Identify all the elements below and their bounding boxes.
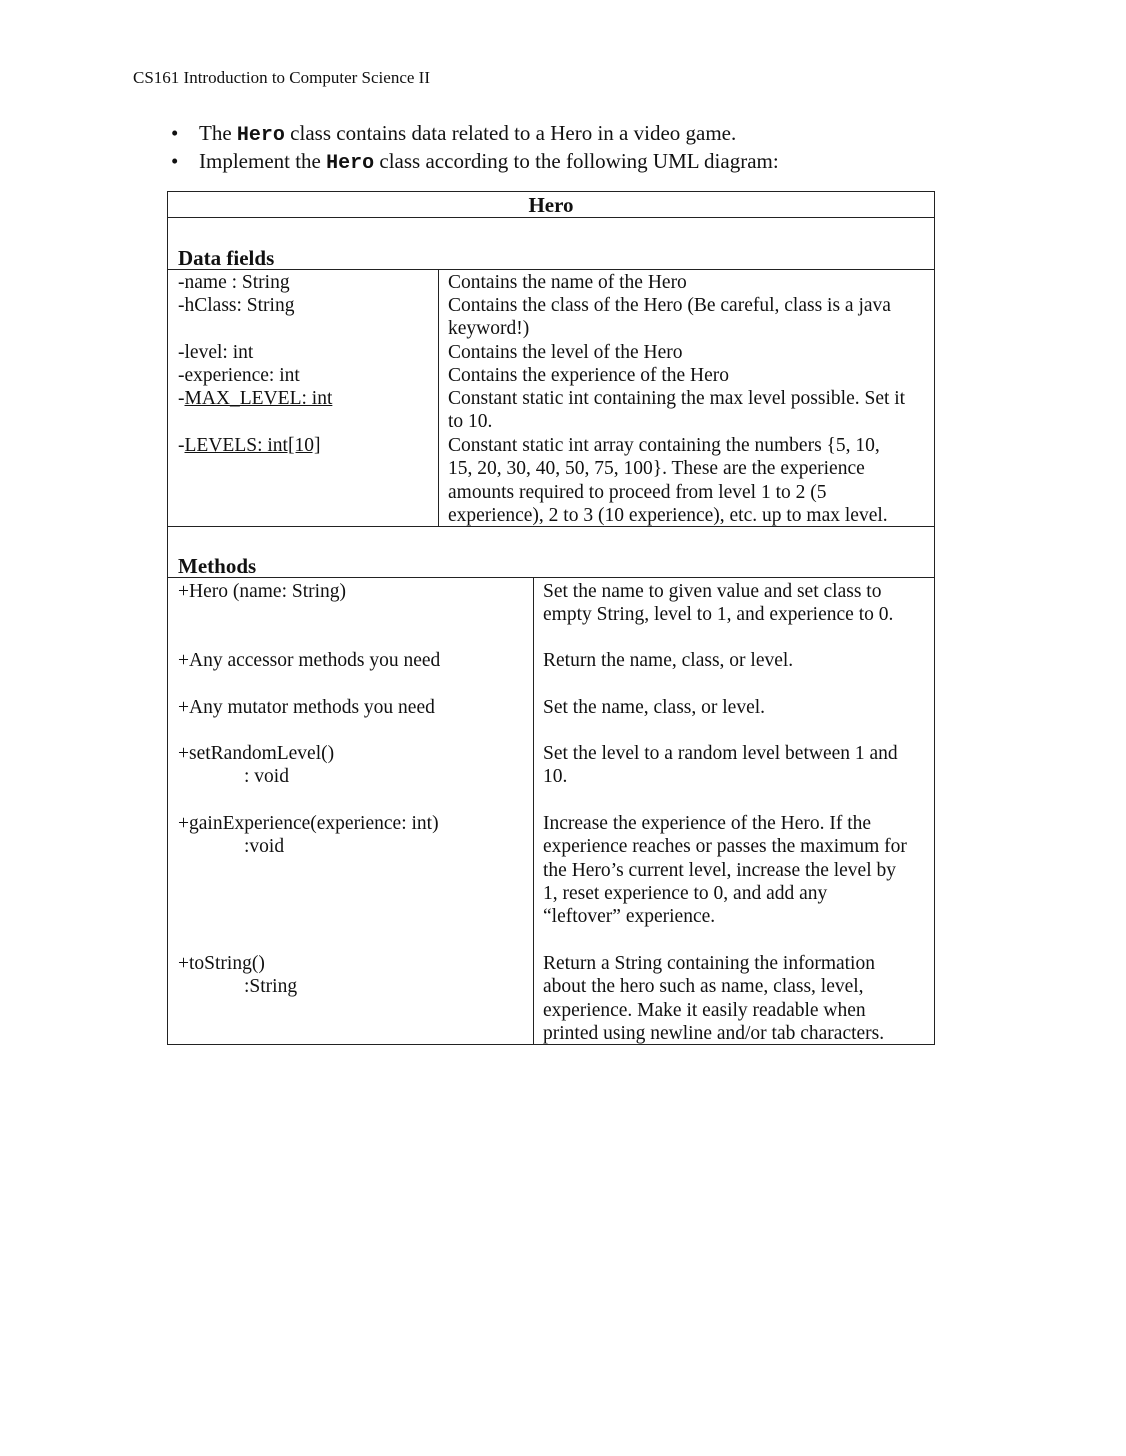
divider bbox=[167, 269, 935, 270]
method-signature: +Hero (name: String) bbox=[178, 581, 347, 602]
uml-class-name: Hero bbox=[528, 193, 574, 217]
method-signature: +toString() :String bbox=[178, 953, 298, 998]
class-name-code: Hero bbox=[326, 152, 375, 175]
uml-diagram bbox=[167, 191, 935, 1045]
bullet-icon: • bbox=[171, 121, 179, 145]
method-signature: +gainExperience(experience: int) :void bbox=[178, 813, 439, 858]
method-description: Set the level to a random level between 1 and 10. bbox=[543, 743, 898, 788]
field-name: -level: int bbox=[178, 342, 254, 363]
methods-heading: Methods bbox=[178, 554, 257, 578]
method-description: Return a String containing the information about the hero such as name, class, level, experience. Make it easily readable when printed using newline and/or tab characters. bbox=[543, 953, 885, 1044]
field-name: -experience: int bbox=[178, 365, 300, 386]
method-description: Return the name, class, or level. bbox=[543, 650, 794, 671]
method-description: Set the name, class, or level. bbox=[543, 697, 766, 718]
field-name: -hClass: String bbox=[178, 295, 295, 316]
field-description: Constant static int array containing the numbers {5, 10, 15, 20, 30, 40, 50, 75, 100}. These are the experience amounts required to proceed from level 1 to 2 (5 experience), 2 to 3 (10 experience), etc. up to max level. bbox=[448, 435, 888, 526]
method-signature: +Any mutator methods you need bbox=[178, 697, 435, 718]
method-signature: +setRandomLevel() : void bbox=[178, 743, 335, 788]
page-header: CS161 Introduction to Computer Science II bbox=[133, 68, 430, 87]
class-name-code: Hero bbox=[236, 124, 285, 147]
field-name: -name : String bbox=[178, 272, 290, 293]
intro-bullets bbox=[167, 119, 1067, 175]
field-name-static: -LEVELS: int[10] bbox=[178, 435, 321, 456]
bullet-item: • The Hero class contains data related to a Hero in a video game. bbox=[171, 121, 737, 147]
field-description: Contains the experience of the Hero bbox=[448, 365, 730, 386]
column-divider bbox=[438, 269, 439, 526]
divider bbox=[167, 217, 935, 218]
column-divider bbox=[533, 577, 534, 1045]
field-description: Contains the level of the Hero bbox=[448, 342, 683, 363]
method-description: Set the name to given value and set class to empty String, level to 1, and experience to 0. bbox=[543, 581, 894, 626]
divider bbox=[167, 577, 935, 578]
field-description: Contains the class of the Hero (Be careful, class is a java keyword!) bbox=[448, 295, 891, 340]
field-name-static: -MAX_LEVEL: int bbox=[178, 388, 333, 409]
field-description: Contains the name of the Hero bbox=[448, 272, 687, 293]
method-signature: +Any accessor methods you need bbox=[178, 650, 441, 671]
bullet-item: • Implement the Hero class according to the following UML diagram: bbox=[171, 149, 779, 175]
data-fields-heading: Data fields bbox=[178, 246, 275, 270]
field-description: Constant static int containing the max level possible. Set it to 10. bbox=[448, 388, 906, 433]
method-description: Increase the experience of the Hero. If the experience reaches or passes the maximum for the Hero’s current level, increase the level by 1, reset experience to 0, and add any “leftover” experience. bbox=[543, 813, 907, 928]
bullet-icon: • bbox=[171, 149, 179, 173]
